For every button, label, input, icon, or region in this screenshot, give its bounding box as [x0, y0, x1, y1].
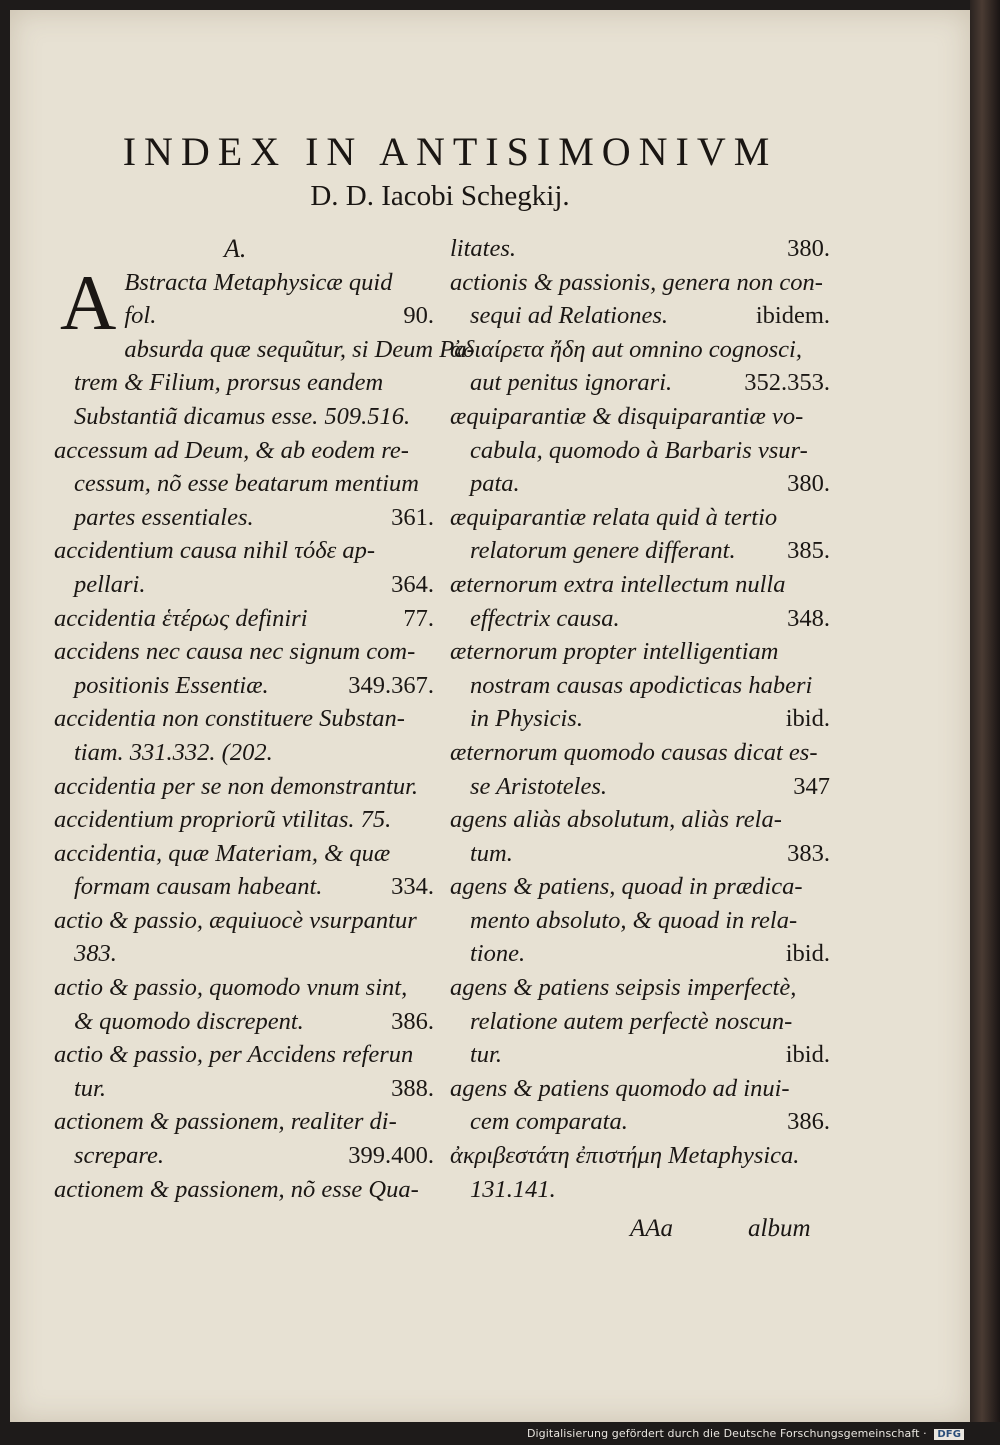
entry-line: accidentia, quæ Materiam, & quæ — [54, 839, 391, 867]
index-entry — [54, 1173, 434, 1207]
entry-line: in Physicis. — [470, 705, 583, 733]
entry-line: Bstracta Metaphysicæ quid — [124, 268, 393, 296]
page-reference: 352.353. — [744, 369, 830, 397]
page-reference: ibid. — [785, 705, 830, 733]
index-entry — [54, 971, 434, 1038]
entry-line: mento absoluto, & quoad in rela- — [470, 906, 798, 934]
entry-line: aut penitus ignorari. — [470, 369, 673, 397]
index-entry — [54, 635, 434, 702]
entry-line: agens aliàs absolutum, aliàs rela- — [450, 806, 782, 834]
page-reference: 77. — [403, 604, 434, 632]
entry-line: accidentia per se non demonstrantur. — [54, 772, 419, 800]
entry-line: tur. — [74, 1074, 107, 1102]
entry-line: agens & patiens seipsis imperfectè, — [450, 974, 797, 1002]
index-entry — [450, 400, 830, 501]
entry-line: effectrix causa. — [470, 604, 620, 632]
entry-line: æquiparantiæ relata quid à tertio — [450, 503, 778, 531]
entry-line: actionis & passionis, genera non con- — [450, 268, 823, 296]
page-reference: 334. — [391, 873, 434, 901]
footer-credit: Digitalisierung gefördert durch die Deutsche Forschungsgemeinschaft · DFG — [527, 1427, 964, 1440]
page-reference: 349.367. — [348, 671, 434, 699]
entry-line: relatione autem perfectè noscun- — [470, 1007, 793, 1035]
signature-mark: AAa — [630, 1215, 674, 1242]
index-entry — [54, 770, 434, 804]
entry-line: & quomodo discrepent. — [74, 1007, 304, 1035]
entry-line: accessum ad Deum, & ab eodem re- — [54, 436, 409, 464]
index-entry — [54, 602, 434, 636]
entry-line: æquiparantiæ & disquiparantiæ vo- — [450, 402, 804, 430]
entry-line: tur. — [470, 1041, 503, 1069]
index-entry — [450, 870, 830, 971]
entry-line: accidentium causa nihil τόδε ap- — [54, 537, 376, 565]
entry-line: tiam. 331.332. (202. — [74, 738, 273, 766]
index-entry — [54, 1038, 434, 1105]
entry-line: cem comparata. — [470, 1108, 628, 1136]
entry-line: cabula, quomodo à Barbaris vsur- — [470, 436, 808, 464]
page-reference: ibid. — [785, 940, 830, 968]
entry-line: cessum, nõ esse beatarum mentium — [74, 470, 419, 498]
index-entry — [450, 1139, 830, 1206]
entry-line: positionis Essentiæ. — [74, 671, 269, 699]
page-reference: 380. — [787, 235, 830, 262]
drop-capital: A — [60, 258, 117, 346]
page-reference: 388. — [391, 1074, 434, 1102]
entry-line: 131.141. — [470, 1175, 556, 1203]
index-entry — [450, 971, 830, 1072]
entry-line: actionem & passionem, realiter di- — [54, 1108, 397, 1136]
index-entry — [450, 736, 830, 803]
index-entry — [450, 635, 830, 736]
index-entry — [54, 803, 434, 837]
index-entry — [54, 837, 434, 904]
index-entry — [54, 333, 475, 434]
page-reference: 380. — [787, 470, 830, 498]
letter-heading: A. — [224, 234, 247, 263]
page-reference: 347 — [793, 772, 830, 800]
entry-line: actio & passio, per Accidens referun — [54, 1041, 414, 1069]
page-reference: 348. — [787, 604, 830, 632]
entry-line: tione. — [470, 940, 526, 968]
index-entry — [450, 232, 830, 266]
entry-line: se Aristoteles. — [470, 772, 608, 800]
entry-line: accidentia non constituere Substan- — [54, 705, 405, 733]
index-column-left — [54, 232, 475, 1206]
page-reference: 364. — [391, 570, 434, 598]
entry-line: sequi ad Relationes. — [470, 302, 669, 330]
entry-line: tum. — [470, 839, 513, 867]
entry-line: accidens nec causa nec signum com- — [54, 638, 416, 666]
index-entry — [450, 568, 830, 635]
page-reference: 399.400. — [348, 1142, 434, 1170]
index-entry — [450, 803, 830, 870]
index-entry — [54, 534, 434, 601]
index-entry — [450, 1072, 830, 1139]
entry-line: fol. — [124, 302, 157, 330]
entry-line: accidentia ἑτέρως definiri — [54, 604, 308, 632]
footer-text: Digitalisierung gefördert durch die Deutsche Forschungsgemeinschaft — [526, 1427, 920, 1440]
entry-line: agens & patiens quomodo ad inui- — [450, 1074, 790, 1102]
entry-line: litates. — [450, 235, 517, 262]
page-reference: 386. — [787, 1108, 830, 1136]
page-reference: 385. — [787, 537, 830, 565]
page-reference: 90. — [403, 302, 434, 330]
entry-line: actio & passio, æquiuocè vsurpantur — [54, 906, 417, 934]
page-subtitle: D. D. Iacobi Schegkij. — [310, 180, 570, 212]
entry-line: ἀκριβεστάτη ἐπιστήμη Metaphysica. — [450, 1142, 800, 1170]
entry-line: 383. — [74, 940, 117, 968]
index-entry — [54, 904, 434, 971]
entry-line: Substantiã dicamus esse. 509.516. — [74, 402, 411, 430]
entry-line: partes essentiales. — [74, 503, 254, 531]
page-reference: 361. — [391, 503, 434, 531]
entry-line: nostram causas apodicticas haberi — [470, 671, 813, 699]
page-reference: ibidem. — [755, 302, 830, 330]
index-entry — [450, 501, 830, 568]
index-entry — [54, 434, 434, 535]
entry-line: actionem & passionem, nõ esse Qua- — [54, 1175, 419, 1203]
entry-line: pata. — [470, 470, 520, 498]
index-entry — [54, 266, 434, 333]
index-entry — [450, 266, 830, 333]
page-reference: 383. — [787, 839, 830, 867]
book-edge — [970, 0, 1000, 1445]
page-reference: 386. — [391, 1007, 434, 1035]
entry-line: formam causam habeant. — [74, 873, 323, 901]
page-title: INDEX IN ANTISIMONIVM — [122, 129, 778, 174]
entry-line: pellari. — [74, 570, 146, 598]
entry-line: æternorum extra intellectum nulla — [450, 570, 786, 598]
entry-line: screpare. — [74, 1142, 165, 1170]
dfg-logo: DFG — [934, 1429, 964, 1440]
entry-line: agens & patiens, quoad in prædica- — [450, 873, 803, 901]
index-column-right — [450, 232, 830, 1206]
entry-line: ἀδιαίρετα ἤδη aut omnino cognosci, — [450, 335, 802, 363]
entry-line: æternorum quomodo causas dicat es- — [450, 738, 818, 766]
index-entry — [54, 702, 434, 769]
entry-line: relatorum genere differant. — [470, 537, 736, 565]
page-reference: ibid. — [785, 1041, 830, 1069]
index-entry — [54, 1105, 434, 1172]
entry-line: æternorum propter intelligentiam — [450, 638, 779, 666]
entry-line: actio & passio, quomodo vnum sint, — [54, 974, 408, 1002]
catchword: album — [748, 1215, 811, 1242]
entry-line: absurda quæ sequũtur, si Deum Pa- — [124, 335, 475, 363]
entry-line: accidentium propriorũ vtilitas. 75. — [54, 806, 392, 834]
index-entry — [450, 333, 830, 400]
entry-line: trem & Filium, prorsus eandem — [74, 369, 384, 397]
